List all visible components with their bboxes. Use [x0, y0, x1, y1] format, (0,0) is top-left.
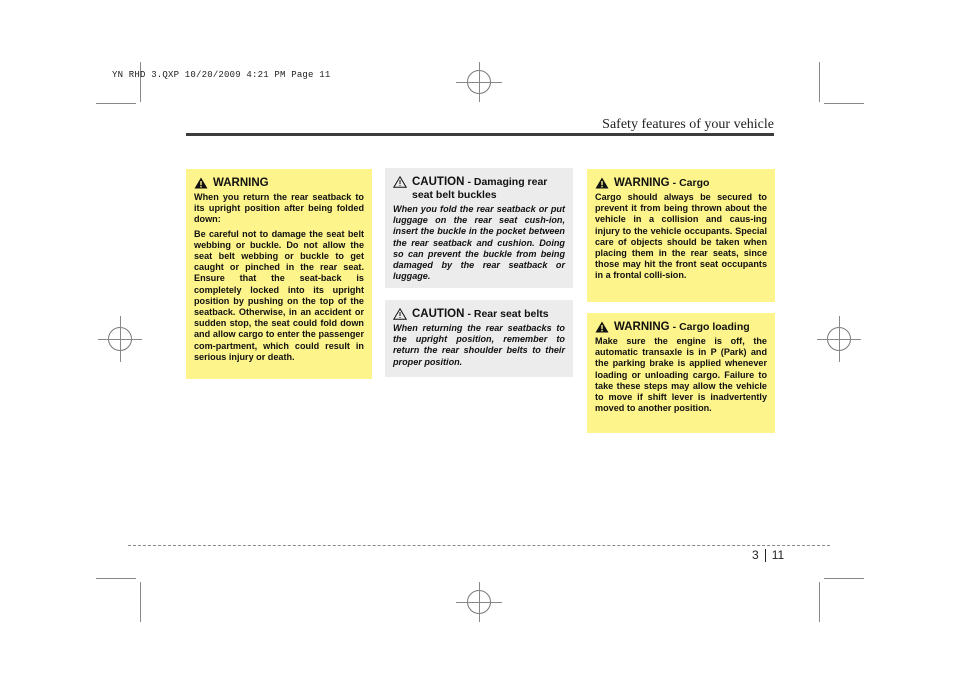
crop-mark [140, 582, 141, 622]
crop-mark [819, 62, 820, 102]
warning-box-cargo-loading [587, 313, 775, 433]
warning-paragraph: Make sure the engine is off, the automatic transaxle is in P (Park) and the parking brake is applied whenever loading or unloading cargo. Failure to take these steps may allow the vehicle to move if shift lever is inadvertently moved to another position. [595, 336, 767, 414]
warning-box-cargo [587, 169, 775, 302]
crop-mark [456, 82, 502, 83]
crop-mark [817, 339, 861, 340]
caution-triangle-icon [393, 176, 407, 188]
footer-rule [128, 545, 830, 546]
caution-subtitle: - Damaging rear [467, 176, 548, 188]
section-title: Safety features of your vehicle [602, 117, 774, 132]
warning-label: WARNING [614, 177, 670, 189]
crop-mark [819, 582, 820, 622]
caution-box-buckles [385, 168, 573, 288]
caution-paragraph: When you fold the rear seatback or put luggage on the rear seat cush-ion, insert the buckle in the pocket between the rear seatback and cushion. Doing so can prevent the buckle from being damaged by the rear seatback or luggage. [393, 204, 565, 282]
crop-mark [824, 578, 864, 579]
warning-subtitle: - Cargo [672, 177, 710, 189]
caution-subtitle-line2 [393, 189, 565, 201]
crop-mark [824, 103, 864, 104]
warning-title [595, 321, 767, 333]
caution-title [393, 308, 565, 320]
warning-title [194, 177, 364, 189]
warning-label: WARNING [614, 321, 670, 333]
warning-paragraph: Cargo should always be secured to prevent it from being thrown about the vehicle in a collision and caus-ing injury to the vehicle occupants. Special care of objects should be taken when placing them in the rear seats, since those may hit the front seat occupants in a frontal colli-sion. [595, 192, 767, 281]
page-number-value: 11 [771, 548, 785, 562]
warning-title [595, 177, 767, 189]
caution-triangle-icon [393, 308, 407, 320]
warning-triangle-icon [595, 177, 609, 189]
print-slug: YN RHD 3.QXP 10/20/2009 4:21 PM Page 11 [112, 70, 331, 80]
warning-subtitle: - Cargo loading [672, 321, 750, 333]
warning-box-seatback [186, 169, 372, 379]
caution-label: CAUTION [412, 308, 465, 320]
crop-mark [96, 578, 136, 579]
crop-mark [140, 62, 141, 102]
warning-paragraph: Be careful not to damage the seat belt webbing or buckle. Do not allow the seat belt webbing or buckle to get caught or pinched in the rear seat. Ensure that the seat-back is completely locked into its upright position by pushing on the top of the seatback. Otherwise, in an accident or sudden stop, the seat could fold down and allow cargo to enter the passenger com-partment, which could result in serious injury or death. [194, 228, 364, 362]
warning-triangle-icon [194, 177, 208, 189]
header-rule [186, 133, 774, 136]
page-number-separator [765, 549, 766, 562]
crop-mark [96, 103, 136, 104]
caution-paragraph: When returning the rear seatbacks to the upright position, remember to return the rear shoulder belts to their proper position. [393, 323, 565, 367]
warning-triangle-icon [595, 321, 609, 333]
page-number [752, 548, 784, 562]
caution-label: CAUTION [412, 176, 465, 188]
caution-subtitle: seat belt buckles [412, 189, 497, 201]
crop-mark [456, 602, 502, 603]
warning-label: WARNING [213, 177, 269, 189]
caution-box-rear-belts [385, 300, 573, 377]
chapter-number: 3 [752, 548, 759, 562]
crop-mark [98, 339, 142, 340]
caution-subtitle: - Rear seat belts [467, 308, 549, 320]
caution-title [393, 176, 565, 188]
warning-paragraph: When you return the rear seatback to its upright position after being folded down: [194, 192, 364, 225]
